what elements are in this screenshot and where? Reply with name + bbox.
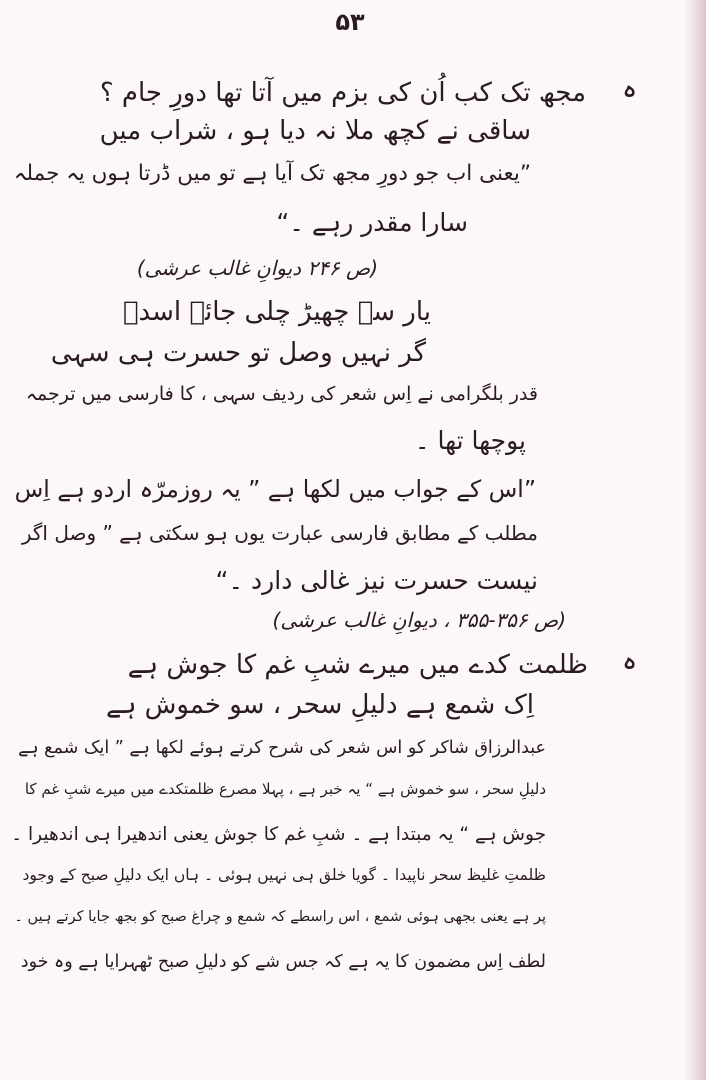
commentary-line: جوش ہے “ یہ مبتدا ہے ۔ شبِ غم کا جوش یعنی اندھیرا ہی اندھیرا ۔ <box>11 824 546 845</box>
verse-line: ساقی نے کچھ ملا نہ دیا ہو ، شراب میں <box>99 116 531 146</box>
entry-marker-one: ہ <box>622 74 638 104</box>
page-number: ۵۳ <box>335 8 365 36</box>
entry-marker-two: ہ <box>622 646 638 676</box>
reference-citation: (ص ۳۵۶-۳۵۵ ، دیوانِ غالب عرشی) <box>272 608 566 632</box>
verse-line: ظلمت کدے میں میرے شبِ غم کا جوش ہے <box>127 650 588 680</box>
commentary-line: نیست حسرت نیز غالی دارد ۔“ <box>215 566 538 595</box>
commentary-line: دلیلِ سحر ، سو خموش ہے “ یہ خبر ہے ، پہلا مصرع ظلمتکدے میں میرے شبِ غم کا <box>24 780 546 798</box>
verse-line: گر نہیں وصل تو حسرت ہی سہی <box>50 338 426 368</box>
commentary-line: پوچھا تھا ۔ <box>414 426 526 455</box>
commentary-line: ”یعنی اب جو دورِ مجھ تک آیا ہے تو میں ڈرتا ہوں یہ جملہ <box>13 161 531 186</box>
verse-line: یار سے چھیڑ چلی جائے اسدؔ <box>122 297 431 327</box>
commentary-line: عبدالرزاق شاکر کو اس شعر کی شرح کرتے ہوئے لکھا ہے ” ایک شمع ہے <box>18 738 546 758</box>
verse-line: مجھ تک کب اُن کی بزم میں آتا تھا دورِ جام ؟ <box>99 78 586 108</box>
reference-citation: (ص ۲۴۶ دیوانِ غالب عرشی) <box>136 256 378 280</box>
commentary-line: قدر بلگرامی نے اِس شعر کی ردیف سہی ، کا فارسی میں ترجمہ <box>25 383 538 405</box>
commentary-line: مطلب کے مطابق فارسی عبارت یوں ہو سکتی ہے ” وصل اگر <box>21 521 538 545</box>
page-edge-shadow <box>684 0 706 1080</box>
commentary-line: لطف اِس مضمون کا یہ ہے کہ جس شے کو دلیلِ صبح ٹھہرایا ہے وہ خود <box>20 952 546 972</box>
commentary-line: ”اس کے جواب میں لکھا ہے ” یہ روزمرّہ اردو ہے اِس <box>14 475 536 503</box>
commentary-line: پر ہے یعنی بجھی ہوئی شمع ، اس راسطے کہ شمع و چراغ صبح کو بجھ جایا کرتے ہیں ۔ <box>14 909 546 925</box>
verse-line: اِک شمع ہے دلیلِ سحر ، سو خموش ہے <box>105 690 534 720</box>
commentary-line: سارا مقدر رہے ۔“ <box>276 208 468 237</box>
commentary-line: ظلمتِ غلیظ سحر ناپیدا ۔ گویا خلق ہی نہیں ہوئی ۔ ہاں ایک دلیلِ صبح کے وجود <box>22 866 546 884</box>
